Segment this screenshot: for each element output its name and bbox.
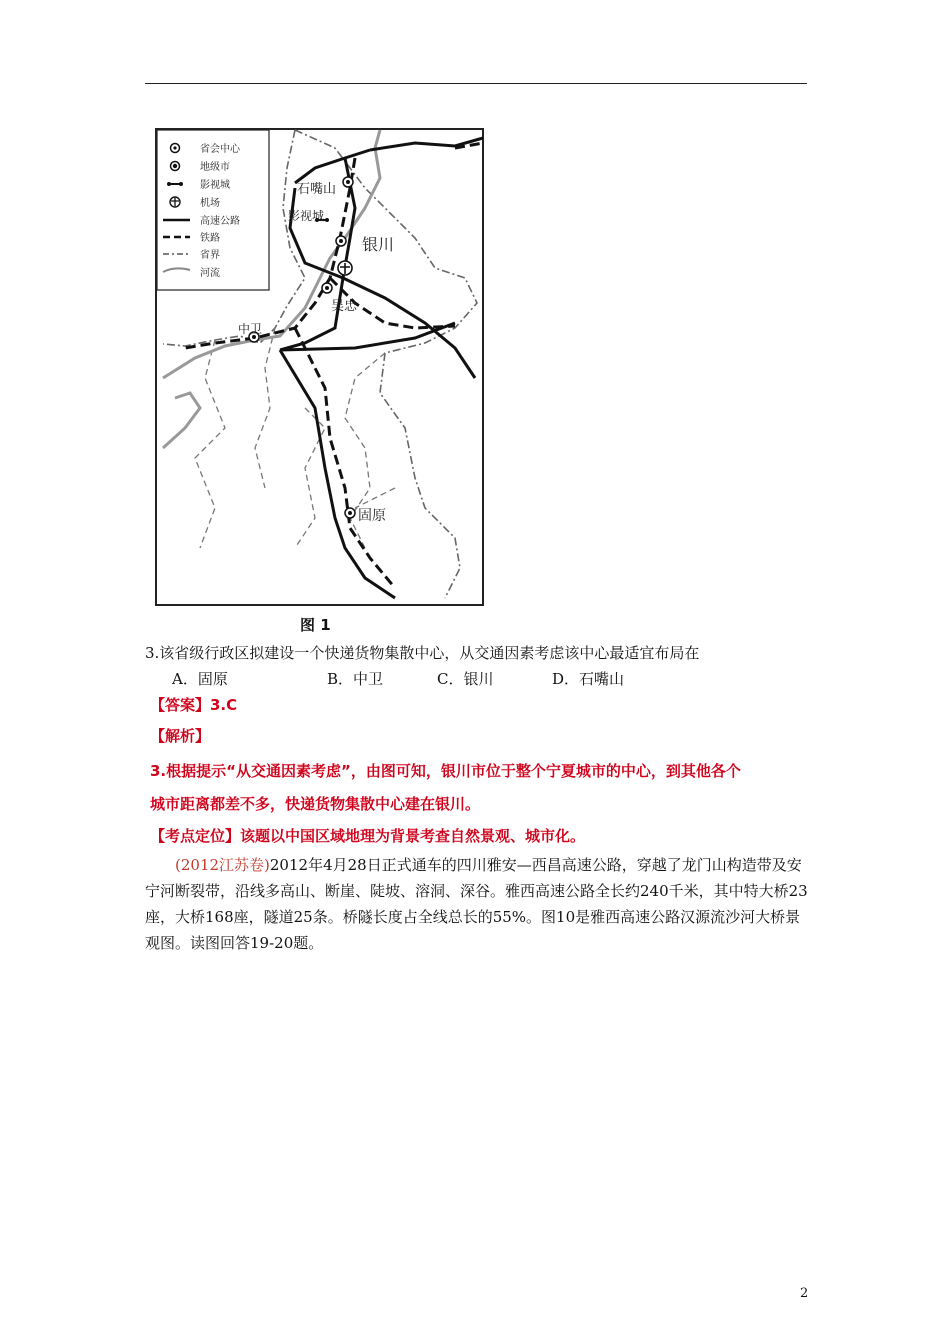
- prefecture-city-icon: [171, 162, 180, 171]
- legend-label-prefecture-city: 地级市: [200, 162, 230, 173]
- analysis-line-2: 城市距离都差不多，快递货物集散中心建在银川。: [150, 795, 481, 813]
- option-a[interactable]: A．固原: [172, 670, 228, 688]
- page-number: 2: [800, 1286, 809, 1301]
- figure-caption: 图 1: [300, 616, 331, 634]
- question-options: [172, 668, 812, 689]
- legend-label-film-studio: 影视城: [200, 180, 230, 191]
- question-stem: 3.该省级行政区拟建设一个快递货物集散中心，从交通因素考虑该中心最适宜布局在: [145, 644, 700, 662]
- airport-marker: [338, 261, 352, 275]
- place-shizuishan: 石嘴山: [297, 182, 337, 197]
- map-svg: [155, 128, 485, 608]
- passage-source: (2012江苏卷): [175, 856, 270, 874]
- city-shizuishan-marker: [343, 177, 353, 187]
- airport-icon: [170, 197, 180, 207]
- legend-label-airport: 机场: [200, 198, 220, 209]
- header-rule: [145, 83, 807, 84]
- provincial-capital-icon: [171, 144, 180, 153]
- place-zhongwei: 中卫: [238, 322, 263, 336]
- analysis-line-1: 3.根据提示“从交通因素考虑”，由图可知，银川市位于整个宁夏城市的中心，到其他各个: [150, 762, 741, 780]
- place-yinchuan: 银川: [362, 235, 395, 254]
- legend-label-expressway: 高速公路: [200, 216, 240, 227]
- place-guyuan: 固原: [358, 508, 386, 524]
- place-yingshicheng: 影视城: [288, 209, 325, 223]
- answer-line: 【答案】3.C: [150, 696, 238, 714]
- legend-label-province-boundary: 省界: [200, 250, 220, 261]
- city-wuzhong-marker: [322, 283, 332, 293]
- passage-text: 2012年4月28日正式通车的四川雅安—西昌高速公路，穿越了龙门山构造带及安宁河断裂带，沿线多高山、断崖、陡坡、溶洞、深谷。雅西高速公路全长约240千米，其中特大桥23座，大桥168座，隧道25条。桥隧长度占全线总长的55%。图10是雅西高速公路汉源流沙河大桥景观图。读图回答19-20题。: [145, 856, 808, 952]
- legend-label-river: 河流: [200, 268, 220, 279]
- option-d[interactable]: D．石嘴山: [552, 670, 625, 688]
- city-guyuan-marker: [345, 508, 355, 518]
- analysis-title: 【解析】: [150, 727, 211, 745]
- legend-label-railway: 铁路: [200, 233, 220, 244]
- kaodian-line: 【考点定位】该题以中国区域地理为背景考查自然景观、城市化。: [150, 827, 586, 845]
- option-b[interactable]: B．中卫: [327, 670, 384, 688]
- place-wuzhong: 吴忠: [331, 299, 358, 314]
- city-yinchuan-marker: [336, 236, 346, 246]
- legend-label-provincial-capital: 省会中心: [200, 144, 240, 155]
- passage-paragraph: [145, 852, 810, 956]
- ningxia-map-figure: [155, 128, 485, 608]
- option-c[interactable]: C．银川: [437, 670, 494, 688]
